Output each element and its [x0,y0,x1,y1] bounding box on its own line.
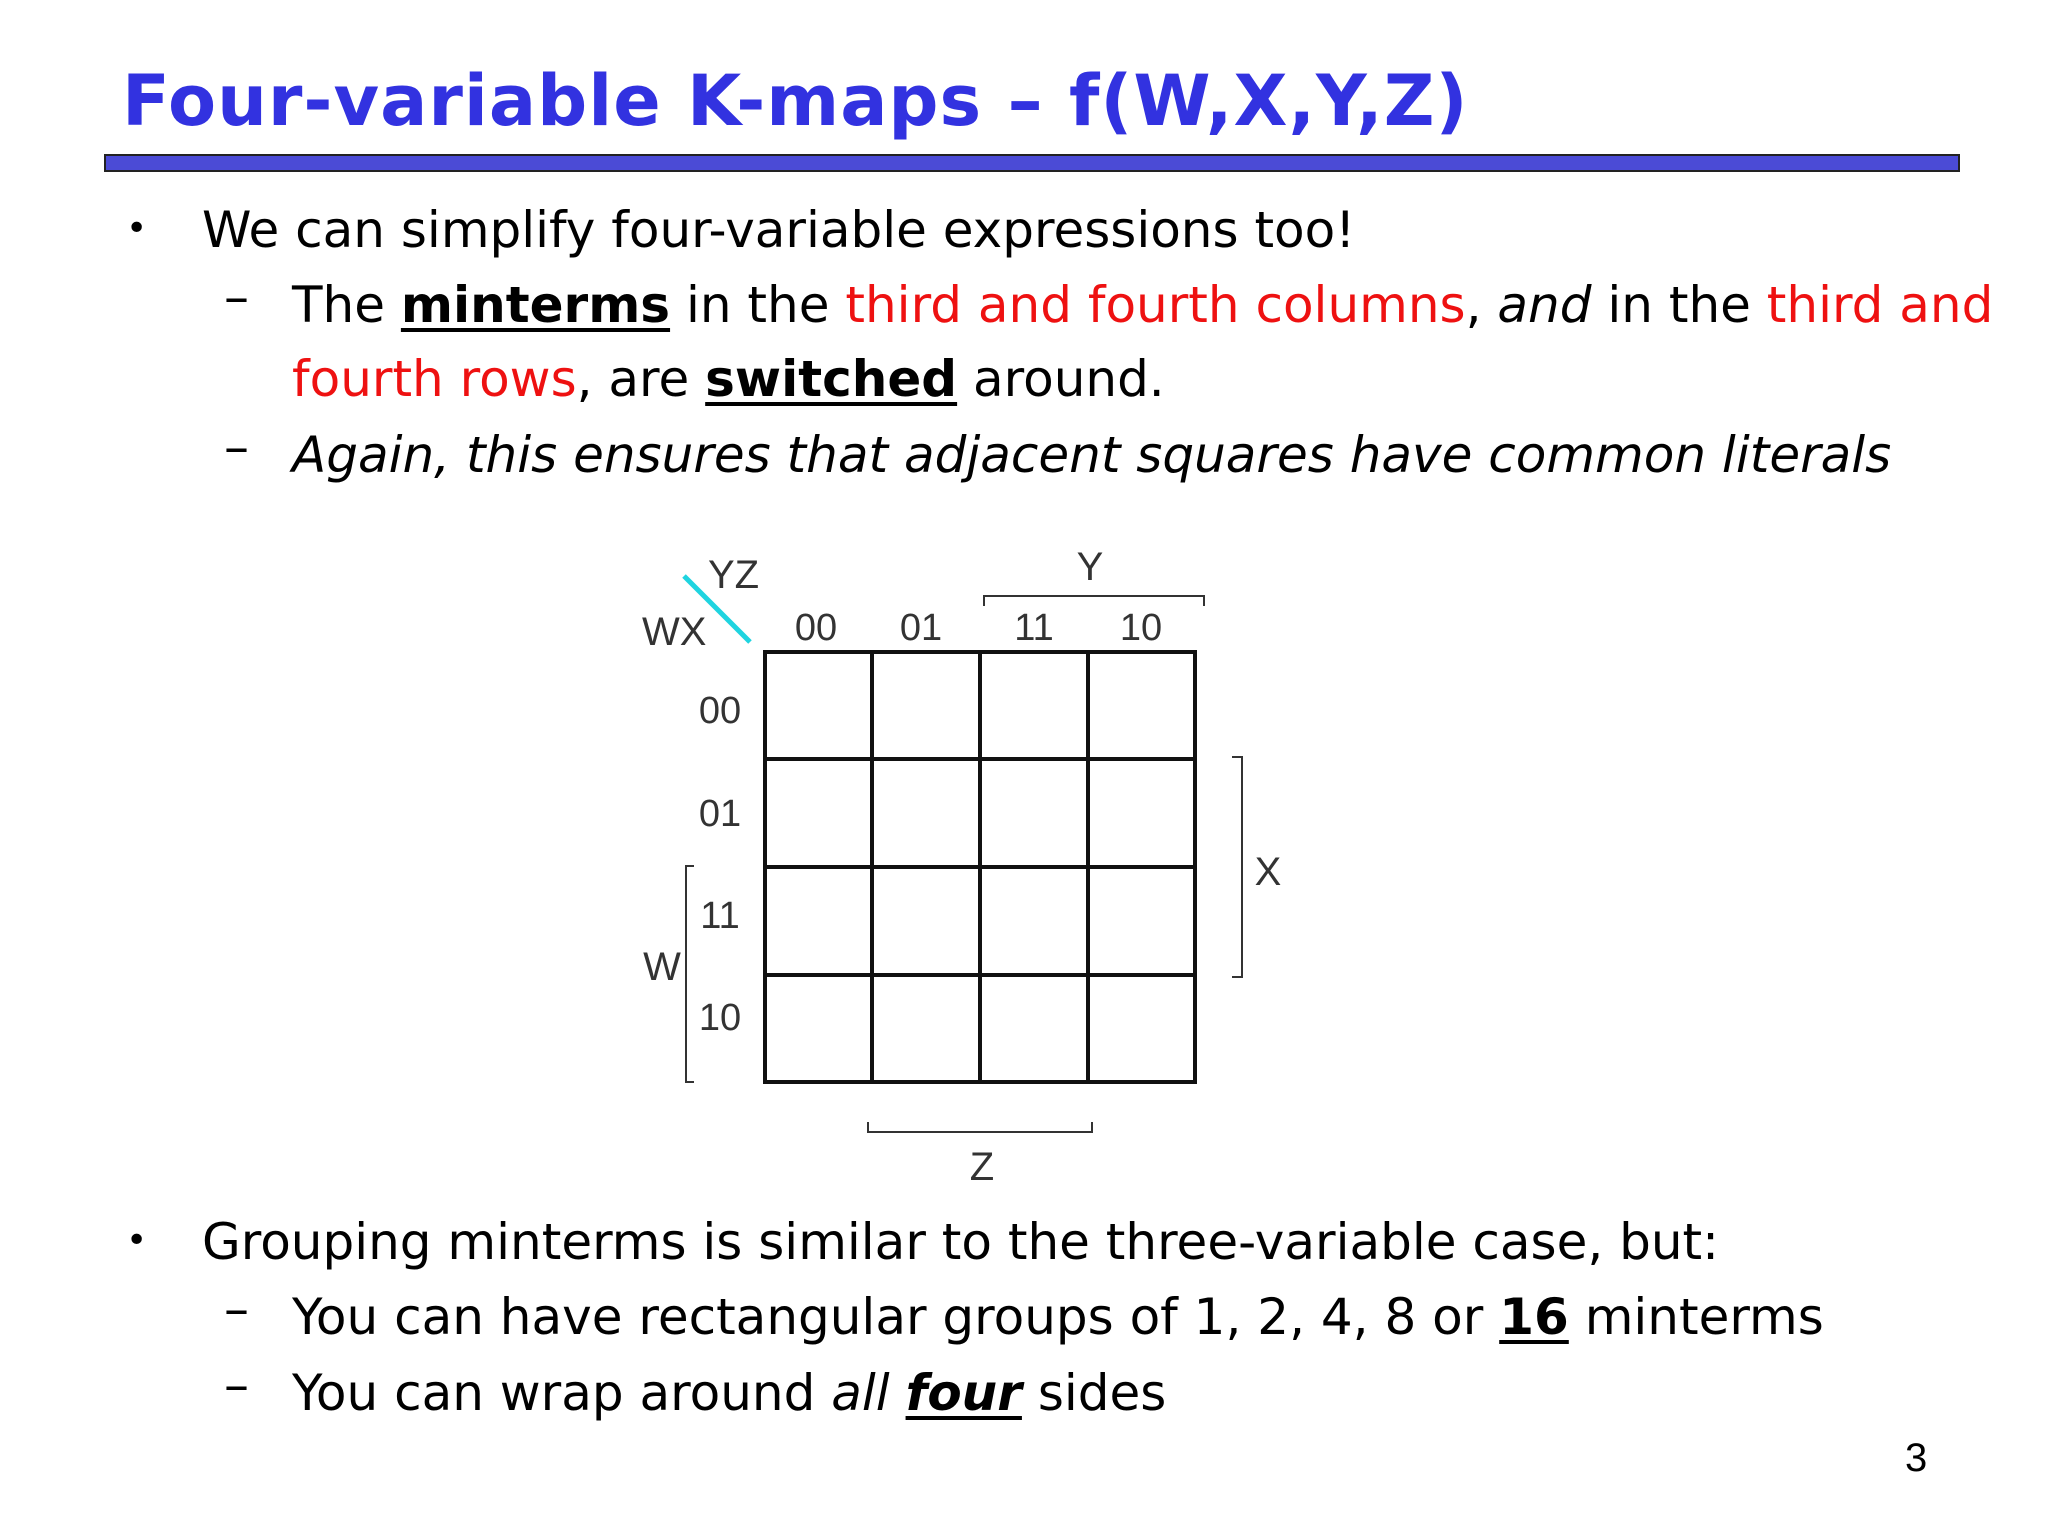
brace-top-y [984,596,1204,606]
kmap-col-variable: YZ [708,553,760,597]
text-run: in the [670,276,846,334]
text-run: in the [1591,276,1767,334]
emphasis-16: 16 [1499,1288,1569,1346]
text-run: sides [1021,1364,1167,1422]
bullet-2-text: Grouping minterms is similar to the three-variable case, but: [202,1213,1719,1271]
page-number: 3 [1905,1436,1928,1480]
kmap-row-label: 00 [698,690,742,732]
bullet-marker: • [126,1220,148,1261]
bullet-2-sub-2 [292,1356,1166,1430]
kmap-braces [686,596,1242,1132]
bullet-2-sub-1 [292,1280,1824,1354]
brace-right-x [1232,757,1242,977]
kmap-col-label: 11 [1014,607,1054,649]
highlight-columns: third and fourth columns [845,276,1466,334]
emphasis-minterms: minterms [400,276,671,334]
kmap-row-label: 10 [698,997,742,1039]
text-run: minterms [1568,1288,1824,1346]
kmap-col-label: 10 [1119,607,1163,649]
brace-label-y: Y [1076,545,1104,589]
kmap-grid [765,652,1195,1082]
text-run [890,1364,906,1422]
kmap-row-label: 11 [700,895,740,937]
kmap-col-label: 00 [794,607,838,649]
highlight-rows-end: fourth rows [292,350,577,408]
text-run: You can have rectangular groups of 1, 2, 4, 8 or [292,1288,1500,1346]
dash-marker: – [224,418,249,476]
bullet-1-sub-2-text: Again, this ensures that adjacent squares have common literals [292,426,1892,484]
brace-left-w [686,866,694,1082]
text-run: You can wrap around [292,1364,832,1422]
kmap-row-variable: WX [642,610,707,654]
dash-marker: – [224,1356,249,1414]
brace-label-w: W [643,945,681,989]
bullet-1-text: We can simplify four-variable expressions too! [202,201,1356,259]
emphasis-four: four [905,1364,1022,1422]
italic-all: all [831,1364,890,1422]
slide-title: Four-variable K-maps – f(W,X,Y,Z) [122,60,1469,142]
brace-bottom-z [868,1122,1092,1132]
kmap-row-label: 01 [698,793,742,835]
kmap-col-label: 01 [899,607,943,649]
dash-marker: – [224,268,249,326]
text-run: , are [576,350,706,408]
brace-label-x: X [1254,850,1282,894]
text-run: around. [957,350,1165,408]
italic-and: and [1497,276,1592,334]
highlight-rows-start: third and [1766,276,1994,334]
bullet-marker: • [126,208,148,249]
emphasis-switched: switched [705,350,958,408]
text-run: , [1465,276,1498,334]
brace-label-z: Z [969,1145,995,1189]
dash-marker: – [224,1280,249,1338]
text-run: The [292,276,401,334]
